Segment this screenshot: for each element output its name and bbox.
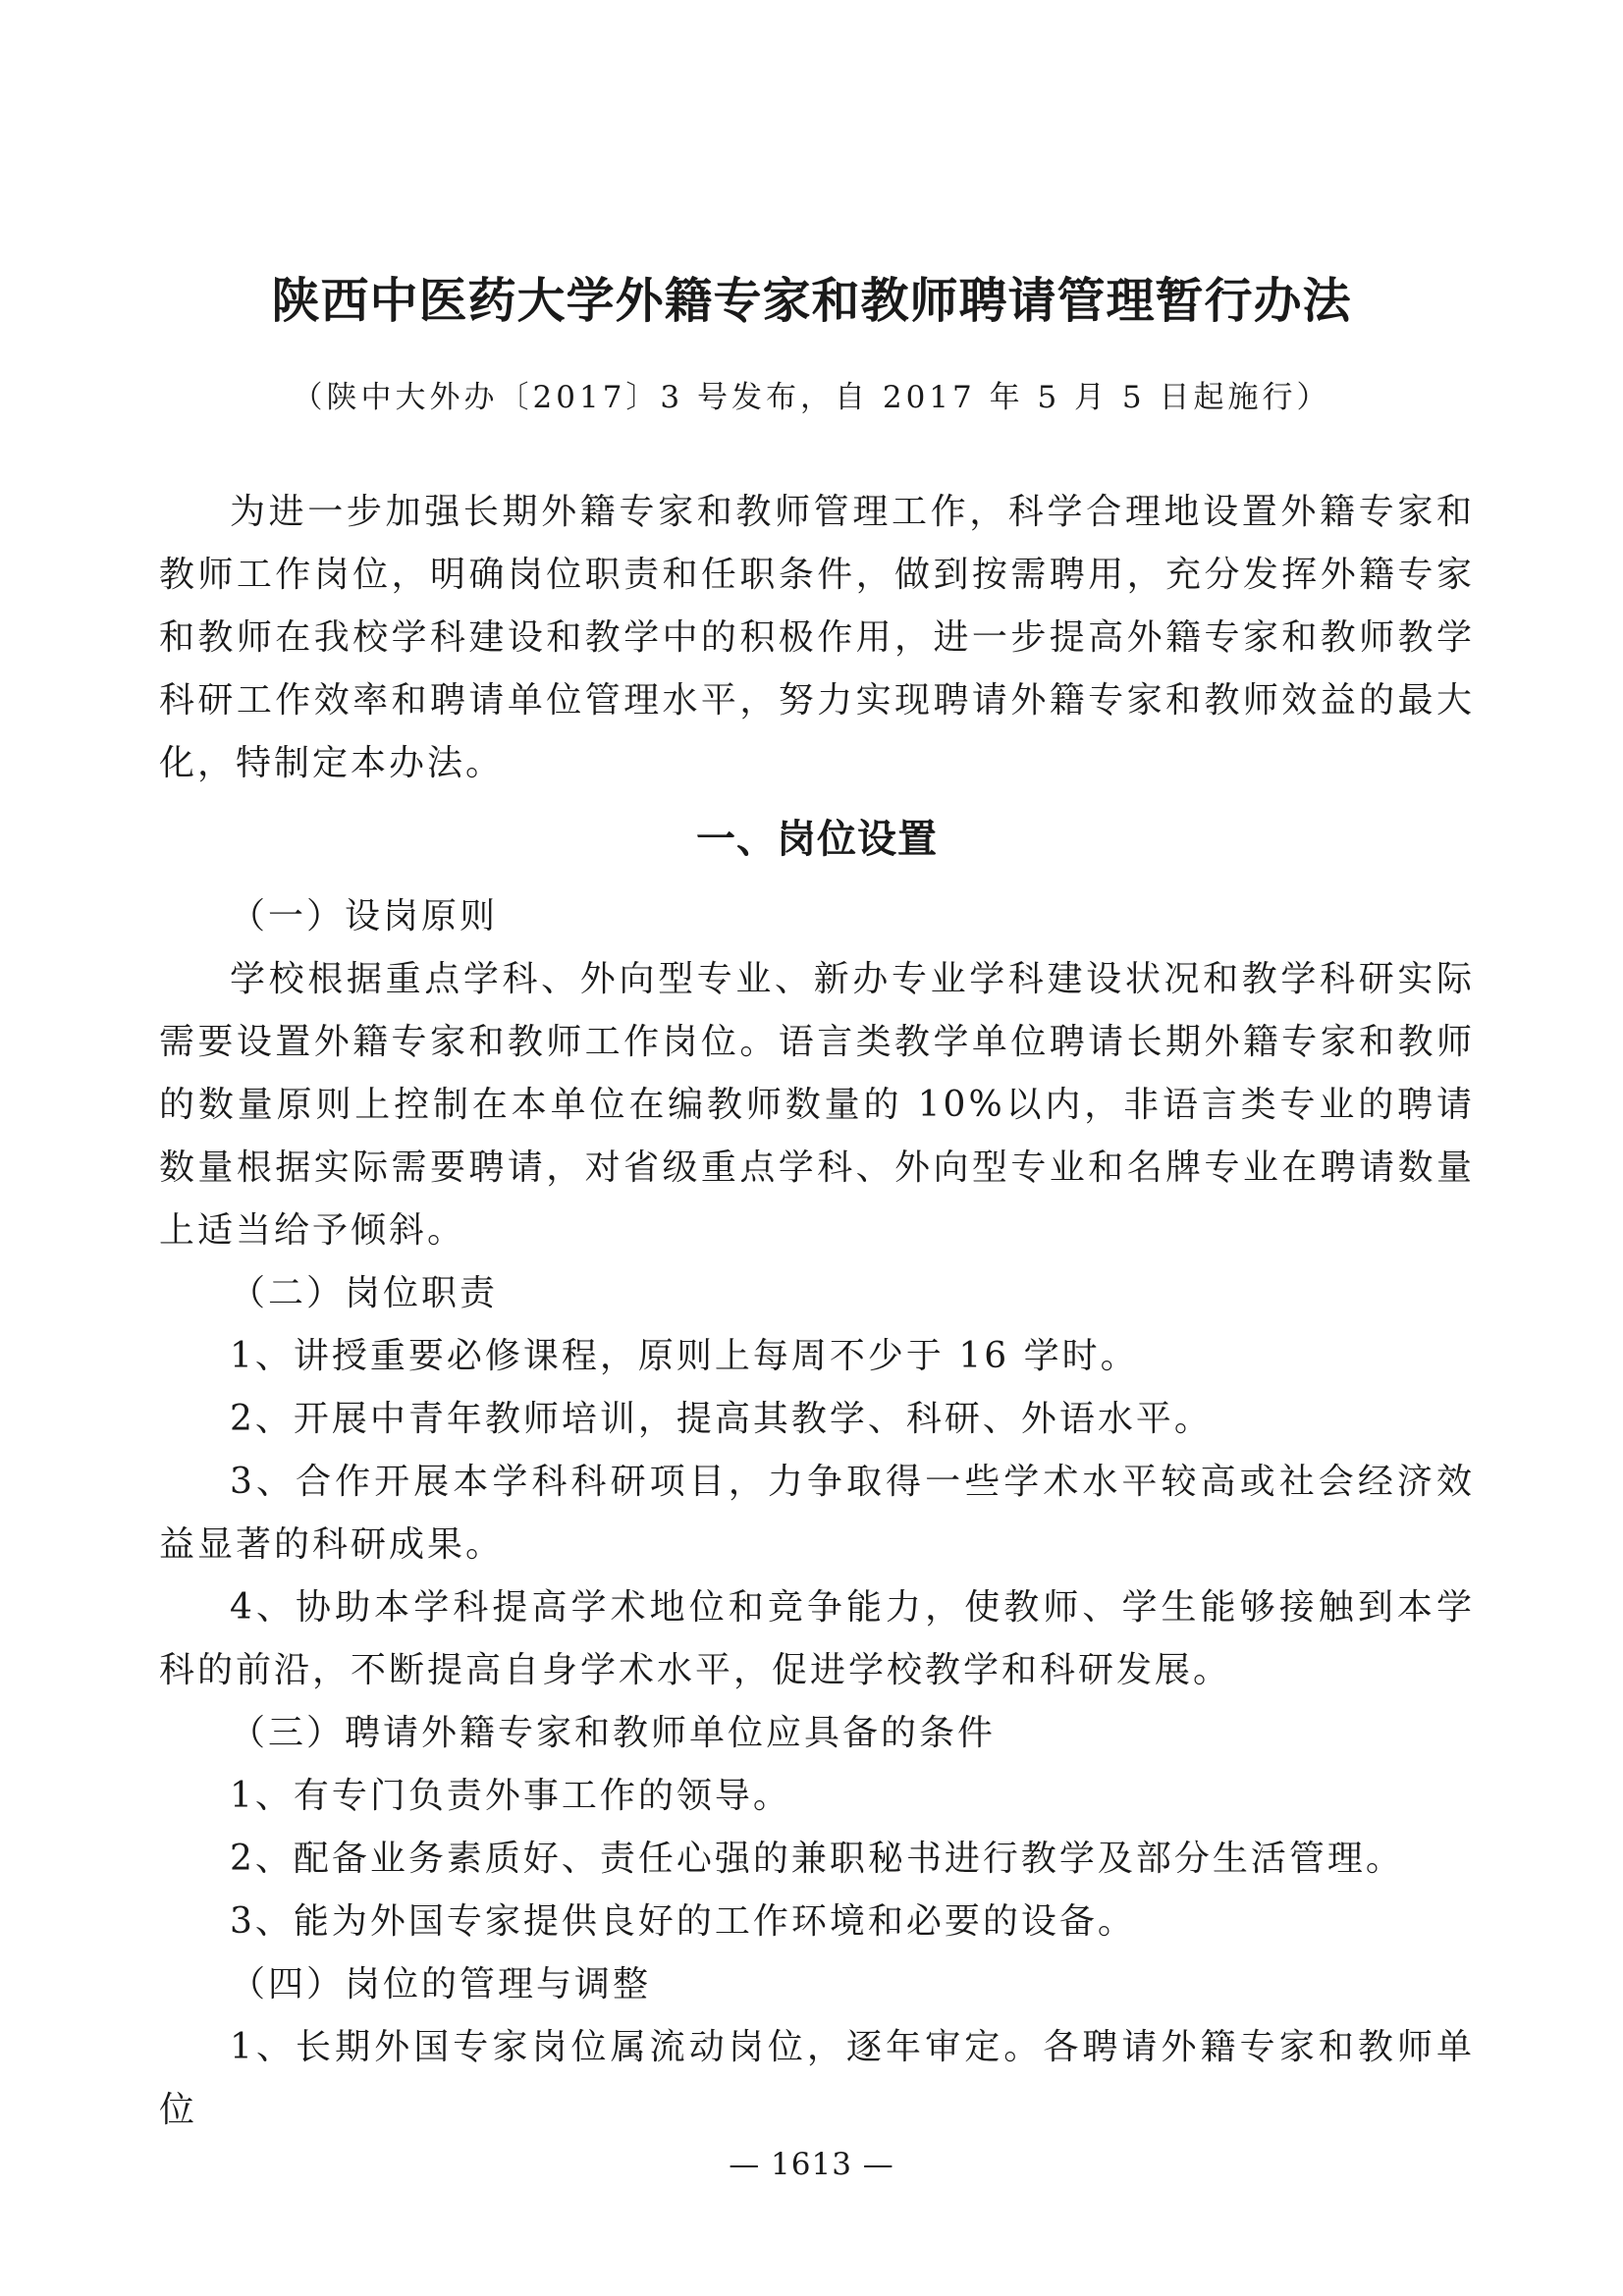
subsection-heading: （四）岗位的管理与调整: [230, 1964, 652, 2004]
list-item: 3、合作开展本学科科研项目，力争取得一些学术水平较高或社会经济效益显著的科研成果。: [159, 1462, 1475, 1565]
subsection-heading: （二）岗位职责: [230, 1273, 499, 1313]
subsection-heading: （一）设岗原则: [230, 896, 499, 936]
list-item: 2、配备业务素质好、责任心强的兼职秘书进行教学及部分生活管理。: [230, 1839, 1404, 1879]
body-paragraph: 学校根据重点学科、外向型专业、新办专业学科建设状况和教学科研实际需要设置外籍专家和教师工作岗位。语言类教学单位聘请长期外籍专家和教师的数量原则上控制在本单位在编教师数量的 10%以内，非语言类专业的聘请数量根据实际需要聘请，对省级重点学科、外向型专业和名牌专业在聘请数量上适当给予倾斜。: [159, 959, 1475, 1251]
list-item: 1、讲授重要必修课程，原则上每周不少于 16 学时。: [230, 1336, 1139, 1376]
list-item: 1、有专门负责外事工作的领导。: [230, 1776, 791, 1816]
list-item: 1、长期外国专家岗位属流动岗位，逐年审定。各聘请外籍专家和教师单位: [159, 2027, 1475, 2130]
page-number: — 1613 —: [729, 2147, 894, 2182]
document-body: [159, 481, 1475, 2142]
subsection-heading: （三）聘请外籍专家和教师单位应具备的条件: [230, 1713, 997, 1753]
list-item: 3、能为外国专家提供良好的工作环境和必要的设备。: [230, 1901, 1136, 1942]
list-item: 2、开展中青年教师培训，提高其教学、科研、外语水平。: [230, 1399, 1213, 1439]
section-heading: 一、岗位设置: [696, 817, 938, 862]
document-subtitle: （陕中大外办〔2017〕3 号发布，自 2017 年 5 月 5 日起施行）: [292, 380, 1331, 415]
intro-paragraph: 为进一步加强长期外籍专家和教师管理工作，科学合理地设置外籍专家和教师工作岗位，明确岗位职责和任职条件，做到按需聘用，充分发挥外籍专家和教师在我校学科建设和教学中的积极作用，进一步提高外籍专家和教师教学科研工作效率和聘请单位管理水平，努力实现聘请外籍专家和教师效益的最大化，特制定本办法。: [159, 492, 1475, 783]
document-title: 陕西中医药大学外籍专家和教师聘请管理暂行办法: [271, 273, 1352, 329]
list-item: 4、协助本学科提高学术地位和竞争能力，使教师、学生能够接触到本学科的前沿，不断提高自身学术水平，促进学校教学和科研发展。: [159, 1587, 1475, 1690]
